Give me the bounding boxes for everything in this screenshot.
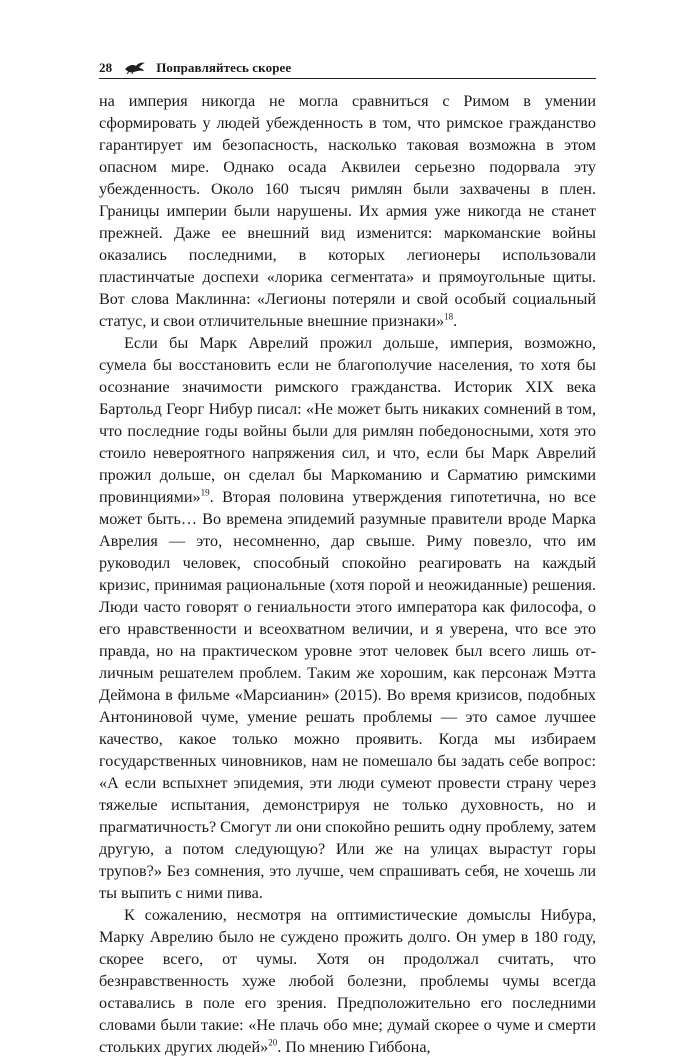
footnote-ref[interactable]: 18 [444, 311, 454, 322]
paragraph-text-tail: . Вторая половина утверждения гипотетична, но все может быть… Во времена эпидемий разумные правители вроде Марка Аврелия — это, несомненно, дар свыше. Риму повезло, что им руководил человек, способный спокойно реагировать на каждый кризис, принимая рациональные (хотя порой и неожиданные) решения. Люди часто говорят о гениальности этого императора как философа, о его нравственности и всеохватном величии, и я уверена, что все это правда, но на практическом уровне этот человек был всего лишь отличным решателем проблем. Таким же хорошим, как персонаж Мэтта Деймона в фильме «Марсианин» (2015). Во время кризисов, подобных Антониновой чуме, умение решать проблемы — это самое лучшее качество, какое только можно проявить. Когда мы избираем государственных чиновников, нам не помешало бы задать себе вопрос: «А если вспыхнет эпидемия, эти люди сумеют провести страну через тяжелые испытания, демонстрируя не только духовность, но и прагматичность? Смогут ли они спокойно решить одну проблему, затем другую, а потом следующую? Или же на улицах вырастут горы трупов?» Без сомнения, это лучше, чем спрашивать себя, не хочешь ли ты выпить с ними пива. [99, 488, 596, 902]
paragraph [99, 332, 596, 904]
paragraph-text: Если бы Марк Аврелий прожил дольше, империя, возможно, сумела бы восстановить если не благополучие населения, то хотя бы осознание значимости римского гражданства. Историк XIX века Бартольд Георг Нибур писал: «Не может быть никаких сомнений в том, что последние годы войны были для римлян победоносными, хотя это стоило невероятного напряжения сил, и что, если бы Марк Аврелий прожил дольше, он сделал бы Маркоманию и Сарматию римскими провинциями» [99, 334, 596, 506]
running-title: Поправляйтесь скорее [156, 60, 292, 75]
header-rule [99, 78, 596, 79]
paragraph [99, 904, 596, 1058]
paragraph-text-tail: . По мнению Гиббона, [277, 1038, 431, 1056]
footnote-ref[interactable]: 20 [268, 1037, 278, 1048]
paragraph [99, 90, 596, 332]
footnote-ref[interactable]: 19 [200, 487, 210, 498]
page-number: 28 [99, 60, 113, 75]
paragraph-text: на империя никогда не могла сравниться с Римом в умении сформировать у людей убежденность в том, что римское гражданство гарантирует им безопасность, насколько таковая возможна в этом опасном мире. Однако осада Аквилеи серьезно подорвала эту убежденность. Около 160 тысяч римлян были захвачены в плен. Границы империи были нарушены. Их армия уже никогда не станет прежней. Даже ее внешний вид изменится: маркоманские войны оказались последними, в которых легионеры использовали пластинчатые доспехи «лорика сегментата» и прямоугольные щиты. Вот слова Маклинна: «Легионы потеряли и свой особый социальный статус, и свои отличительные внешние признаки» [99, 92, 596, 330]
paragraph-text-tail: . [453, 312, 458, 330]
paragraph-text: К сожалению, несмотря на оптимистические домыслы Нибура, Марку Аврелию было не суждено прожить долго. Он умер в 180 году, скорее всего, от чумы. Хотя он продолжал считать, что безнравственность хуже любой болезни, проблемы чумы всегда оставались в поле его зрения. Предположительно его последними словами были такие: «Не плачь обо мне; думай скорее о чуме и смерти стольких других людей» [99, 906, 596, 1056]
body-text [99, 90, 596, 1058]
running-header [99, 58, 596, 78]
bird-ornament-icon [124, 61, 146, 75]
